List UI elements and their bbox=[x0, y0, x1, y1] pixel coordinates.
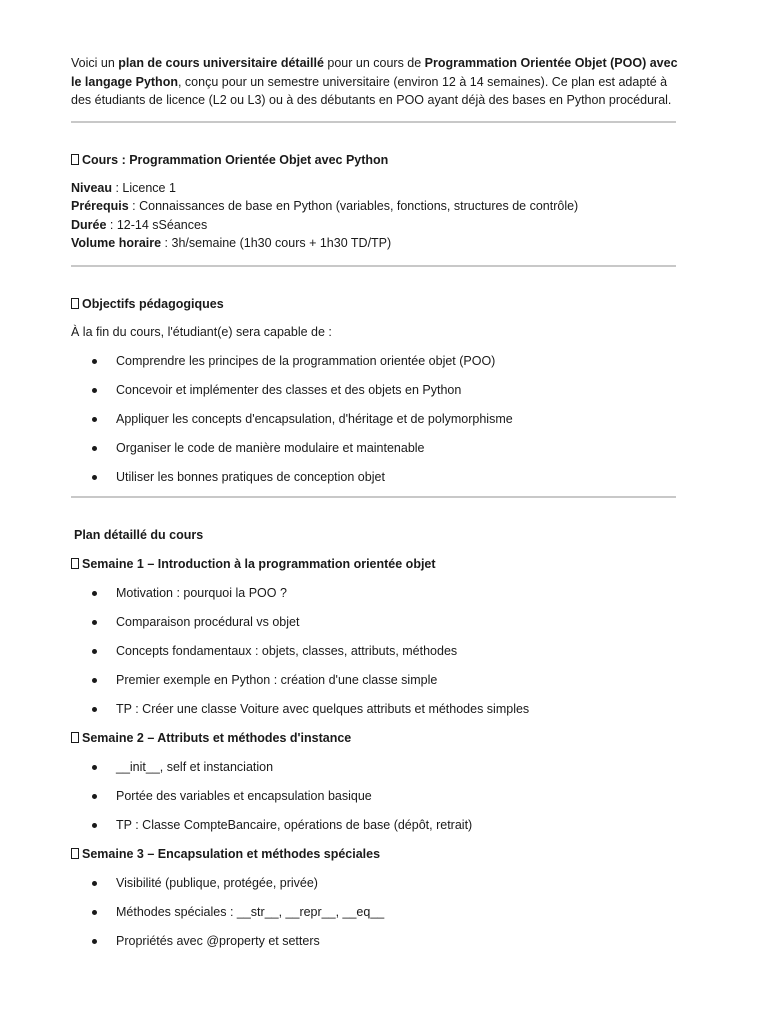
missing-glyph-icon bbox=[71, 298, 79, 309]
list-item: Portée des variables et encapsulation basique bbox=[71, 787, 678, 805]
week-2-title: Semaine 2 – Attributs et méthodes d'instance bbox=[71, 729, 678, 747]
list-item: TP : Créer une classe Voiture avec quelques attributs et méthodes simples bbox=[71, 700, 678, 718]
intro-text-3: , conçu pour un semestre universitaire (environ 12 à 14 semaines). Ce plan est adapté à des étudiants de licence (L2 ou L3) ou à des débutants en POO ayant déjà des bases en Python procédural. bbox=[71, 74, 672, 107]
divider bbox=[71, 496, 676, 498]
list-item: Comparaison procédural vs objet bbox=[71, 613, 678, 631]
missing-glyph-icon bbox=[71, 732, 79, 743]
plan-title: Plan détaillé du cours bbox=[74, 527, 204, 542]
bullet-icon bbox=[92, 765, 97, 770]
meta-duration: Durée : 12-14 sSéances bbox=[71, 217, 208, 232]
bullet-icon bbox=[92, 359, 97, 364]
bullet-icon bbox=[92, 388, 97, 393]
week-3-list bbox=[71, 874, 678, 950]
bullet-icon bbox=[92, 823, 97, 828]
divider bbox=[71, 121, 676, 123]
bullet-icon bbox=[92, 881, 97, 886]
course-meta bbox=[71, 179, 678, 253]
intro-text-1: Voici un bbox=[71, 56, 119, 70]
intro-text-2: pour un cours de bbox=[323, 56, 425, 70]
meta-level: Niveau : Licence 1 bbox=[71, 180, 176, 195]
bullet-icon bbox=[92, 910, 97, 915]
bullet-icon bbox=[92, 417, 97, 422]
bullet-icon bbox=[92, 649, 97, 654]
objectives-title: Objectifs pédagogiques bbox=[71, 295, 678, 313]
list-item: Concepts fondamentaux : objets, classes, attributs, méthodes bbox=[71, 642, 678, 660]
week-2-list bbox=[71, 758, 678, 834]
meta-prerequisites: Prérequis : Connaissances de base en Python (variables, fonctions, structures de contrôle) bbox=[71, 199, 579, 213]
course-title: Cours : Programmation Orientée Objet avec Python bbox=[71, 151, 678, 169]
divider bbox=[71, 265, 676, 267]
objectives-lead: À la fin du cours, l'étudiant(e) sera capable de : bbox=[71, 324, 332, 339]
intro-paragraph bbox=[71, 0, 678, 110]
week-3-title: Semaine 3 – Encapsulation et méthodes spéciales bbox=[71, 845, 678, 863]
list-item: Premier exemple en Python : création d'une classe simple bbox=[71, 671, 678, 689]
list-item: Appliquer les concepts d'encapsulation, d'héritage et de polymorphisme bbox=[71, 410, 678, 428]
missing-glyph-icon bbox=[71, 848, 79, 859]
intro-bold-1: plan de cours universitaire détaillé bbox=[118, 56, 324, 70]
bullet-icon bbox=[92, 620, 97, 625]
week-1-title: Semaine 1 – Introduction à la programmation orientée objet bbox=[71, 555, 678, 573]
bullet-icon bbox=[92, 939, 97, 944]
list-item: Méthodes spéciales : __str__, __repr__, __eq__ bbox=[71, 903, 678, 921]
list-item: TP : Classe CompteBancaire, opérations de base (dépôt, retrait) bbox=[71, 816, 678, 834]
list-item: Propriétés avec @property et setters bbox=[71, 932, 678, 950]
missing-glyph-icon bbox=[71, 558, 79, 569]
meta-hours: Volume horaire : 3h/semaine (1h30 cours + 1h30 TD/TP) bbox=[71, 236, 392, 250]
list-item: Concevoir et implémenter des classes et des objets en Python bbox=[71, 381, 678, 399]
bullet-icon bbox=[92, 591, 97, 596]
list-item: Comprendre les principes de la programmation orientée objet (POO) bbox=[71, 352, 678, 370]
bullet-icon bbox=[92, 794, 97, 799]
list-item: __init__, self et instanciation bbox=[71, 758, 678, 776]
list-item: Utiliser les bonnes pratiques de conception objet bbox=[71, 468, 678, 486]
bullet-icon bbox=[92, 707, 97, 712]
missing-glyph-icon bbox=[71, 154, 79, 165]
bullet-icon bbox=[92, 678, 97, 683]
bullet-icon bbox=[92, 446, 97, 451]
objectives-list bbox=[71, 352, 678, 486]
list-item: Visibilité (publique, protégée, privée) bbox=[71, 874, 678, 892]
week-1-list bbox=[71, 584, 678, 718]
list-item: Organiser le code de manière modulaire et maintenable bbox=[71, 439, 678, 457]
list-item: Motivation : pourquoi la POO ? bbox=[71, 584, 678, 602]
intro-bold-2: Programmation Orientée Objet (POO) avec le langage Python bbox=[71, 56, 678, 89]
bullet-icon bbox=[92, 475, 97, 480]
